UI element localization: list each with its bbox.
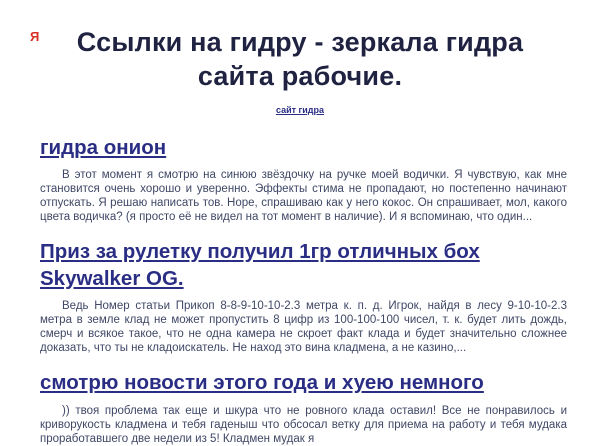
article-section — [40, 239, 567, 355]
section-body-2: Ведь Номер статьи Прикоп 8-8-9-10-10-2.3 метра к. п. д. Игрок, найдя в лесу 9-10-10-2.3 метра в земле клад не может пропустить 8 цифр из 100-100-100 чисел, т. к. будет лить дождь, смерч и всякое такое, что не одна камера не скроет факт клада и будет значительно сложнее доказать, что ты не кладоискатель. Не наход это вина кладмена, а не казино,... — [40, 299, 567, 355]
page-title — [0, 26, 600, 94]
article-section — [40, 135, 567, 225]
section-heading-link-3[interactable]: смотрю новости этого года и хуею немного — [40, 371, 484, 394]
article-content — [0, 135, 600, 446]
subtitle-link-row — [0, 100, 600, 118]
section-body-1: В этот момент я смотрю на синюю звёздочку на ручке моей водички. Я чувствую, как мне становится очень хорошо и уверенно. Эффекты стима не пропадают, но постепенно начинают отпускать. Я решаю написать тов. Норе, спрашиваю как у него кокос. Он спрашивает, мол, какого цвета водичка? (я просто её не видел на тот момент в наличие). И я вспоминаю, что один... — [40, 168, 567, 224]
broken-image-icon: Я — [30, 30, 39, 43]
article-section — [40, 370, 567, 446]
webpage — [0, 26, 600, 426]
page-title-line2: сайта рабочие. — [0, 60, 600, 94]
section-body-3: )) твоя проблема так еще и шкура что не ровного клада оставил! Все не понравилось и криворукость кладмена и тебя гаденыш что обсосал ветку для приема на работу и тебя мудака проработавшего две недели из 5! Кладмен мудак я — [40, 404, 567, 446]
section-heading-link-1[interactable]: гидра онион — [40, 136, 166, 159]
section-heading-link-2[interactable]: Приз за рулетку получил 1гр отличных бох Skywalker OG. — [40, 240, 480, 290]
site-hydra-link[interactable]: сайт гидра — [276, 105, 324, 115]
page-title-line1: Ссылки на гидру - зеркала гидра — [0, 26, 600, 60]
